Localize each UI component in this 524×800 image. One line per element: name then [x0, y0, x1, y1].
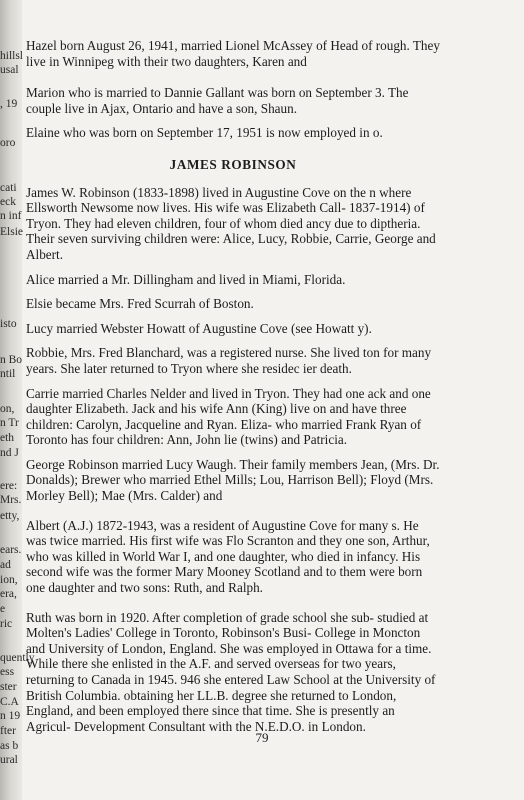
gutter-fragment: ntil — [0, 368, 16, 380]
gutter-fragment: n inf — [0, 210, 22, 222]
gutter-fragment: eck — [0, 196, 16, 208]
page-number: 79 — [255, 730, 269, 745]
gutter-fragment: hillsl — [0, 50, 24, 62]
paragraph-james: James W. Robinson (1833-1898) lived in Augustine Cove on the n where Ellsworth Newsome now lives. His wife was Elizabeth Call- 1837-1914) of Tryon. They had eleven children, four of whom died ancy due to diptheria. Their seven surviving children were: Alice, Lucy, Robbie, Carrie, George and Albert. — [26, 184, 436, 262]
gutter-fragment: ad — [0, 559, 11, 571]
section-heading: JAMES ROBINSON — [169, 156, 297, 172]
gutter-fragment: ural — [0, 754, 18, 766]
gutter-fragment: Mrs. — [0, 494, 22, 506]
gutter-fragment: usal — [0, 64, 19, 76]
gutter-fragment: Elsie — [0, 226, 23, 238]
gutter-fragment: isto — [0, 318, 17, 330]
paragraph-carrie: Carrie married Charles Nelder and lived in Tryon. They had one ack and one daughter Elizabeth. Jack and his wife Ann (King) live on and have three children: Carolyn, Jacqueline and Ryan. Eliza- who married Frank Ryan of Toronto has four children: Ann, John lie (twins) and Patricia. — [26, 385, 431, 448]
gutter-fragment: on, — [0, 403, 15, 415]
paragraph-lucy: Lucy married Webster Howatt of Augustine Cove (see Howatt y). — [26, 320, 372, 336]
paragraph-elaine: Elaine who was born on September 17, 1951 is now employed in o. — [26, 125, 383, 141]
gutter-fragment: ster — [0, 681, 17, 693]
paragraph-albert: Albert (A.J.) 1872-1943, was a resident of Augustine Cove for many s. He was twice married. His first wife was Flo Scranton and they one son, Arthur, who was killed in World War I, and one daughter, who died in infancy. His second wife was the former Mary Mooney Scotland and to them were born one daughter and two sons: Ruth, and Ralph. — [26, 517, 430, 596]
gutter-fragment: C.A — [0, 696, 19, 708]
paragraph-ruth: Ruth was born in 1920. After completion of grade school she sub- studied at Molten's Ladies' College in Toronto, Robinson's Busi- College in Moncton and University of London, England. She was employed in Ottawa for a time. While there she enlisted in the A.F. and served overseas for two years, returning to Canada in 1945. 946 she entered Law School at the University of British Columbia. obtaining her LL.B. degree she returned to London, England, and been employed there since that time. She is presently an Agricul- Development Consultant with the N.E.D.O. in London. — [26, 609, 436, 734]
paragraph-elsie: Elsie became Mrs. Fred Scurrah of Boston. — [26, 296, 254, 312]
gutter-fragment: n 19 — [0, 710, 21, 722]
paragraph-marion: Marion who is married to Dannie Gallant was born on September 3. The couple live in Ajax, Ontario and have a son, Shaun. — [26, 85, 409, 116]
gutter-fragment: nd J — [0, 447, 19, 459]
gutter-fragment: oro — [0, 137, 16, 149]
gutter-fragment: , 19 — [0, 98, 18, 110]
gutter-fragment: ess — [0, 666, 15, 678]
page-body — [26, 38, 440, 743]
gutter-fragment: etty, — [0, 510, 20, 522]
gutter-fragment: quently — [0, 652, 35, 664]
gutter-fragment: ion, — [0, 574, 18, 586]
gutter-fragment: e — [0, 603, 6, 615]
paragraph-george: George Robinson married Lucy Waugh. Their family members Jean, (Mrs. Dr. Donalds); Brewer who married Ethel Mills; Lou, Harrison Bell); Floyd (Mrs. Morley Bell); Mae (Mrs. Calder) and — [26, 456, 440, 504]
gutter-fragment: eth — [0, 432, 15, 444]
gutter-fragment: n Bo — [0, 354, 23, 366]
gutter-fragment: ric — [0, 618, 13, 630]
binding-gutter — [0, 0, 35, 800]
gutter-fragment: as b — [0, 740, 19, 752]
paragraph-robbie: Robbie, Mrs. Fred Blanchard, was a registered nurse. She lived ton for many years. She later returned to Tryon where she residec ier death. — [26, 345, 432, 376]
gutter-fragment: cati — [0, 182, 17, 194]
gutter-fragment: ere: — [0, 480, 18, 492]
paragraph-alice: Alice married a Mr. Dillingham and lived in Miami, Florida. — [26, 271, 346, 287]
gutter-fragment: fter — [0, 725, 16, 737]
gutter-fragment: ears. — [0, 544, 22, 556]
paragraph-hazel: Hazel born August 26, 1941, married Lionel McAssey of Head of rough. They live in Winnipeg with their two daughters, Karen and — [26, 38, 440, 69]
gutter-fragment: era, — [0, 588, 17, 600]
gutter-fragment: n Tr — [0, 417, 19, 429]
